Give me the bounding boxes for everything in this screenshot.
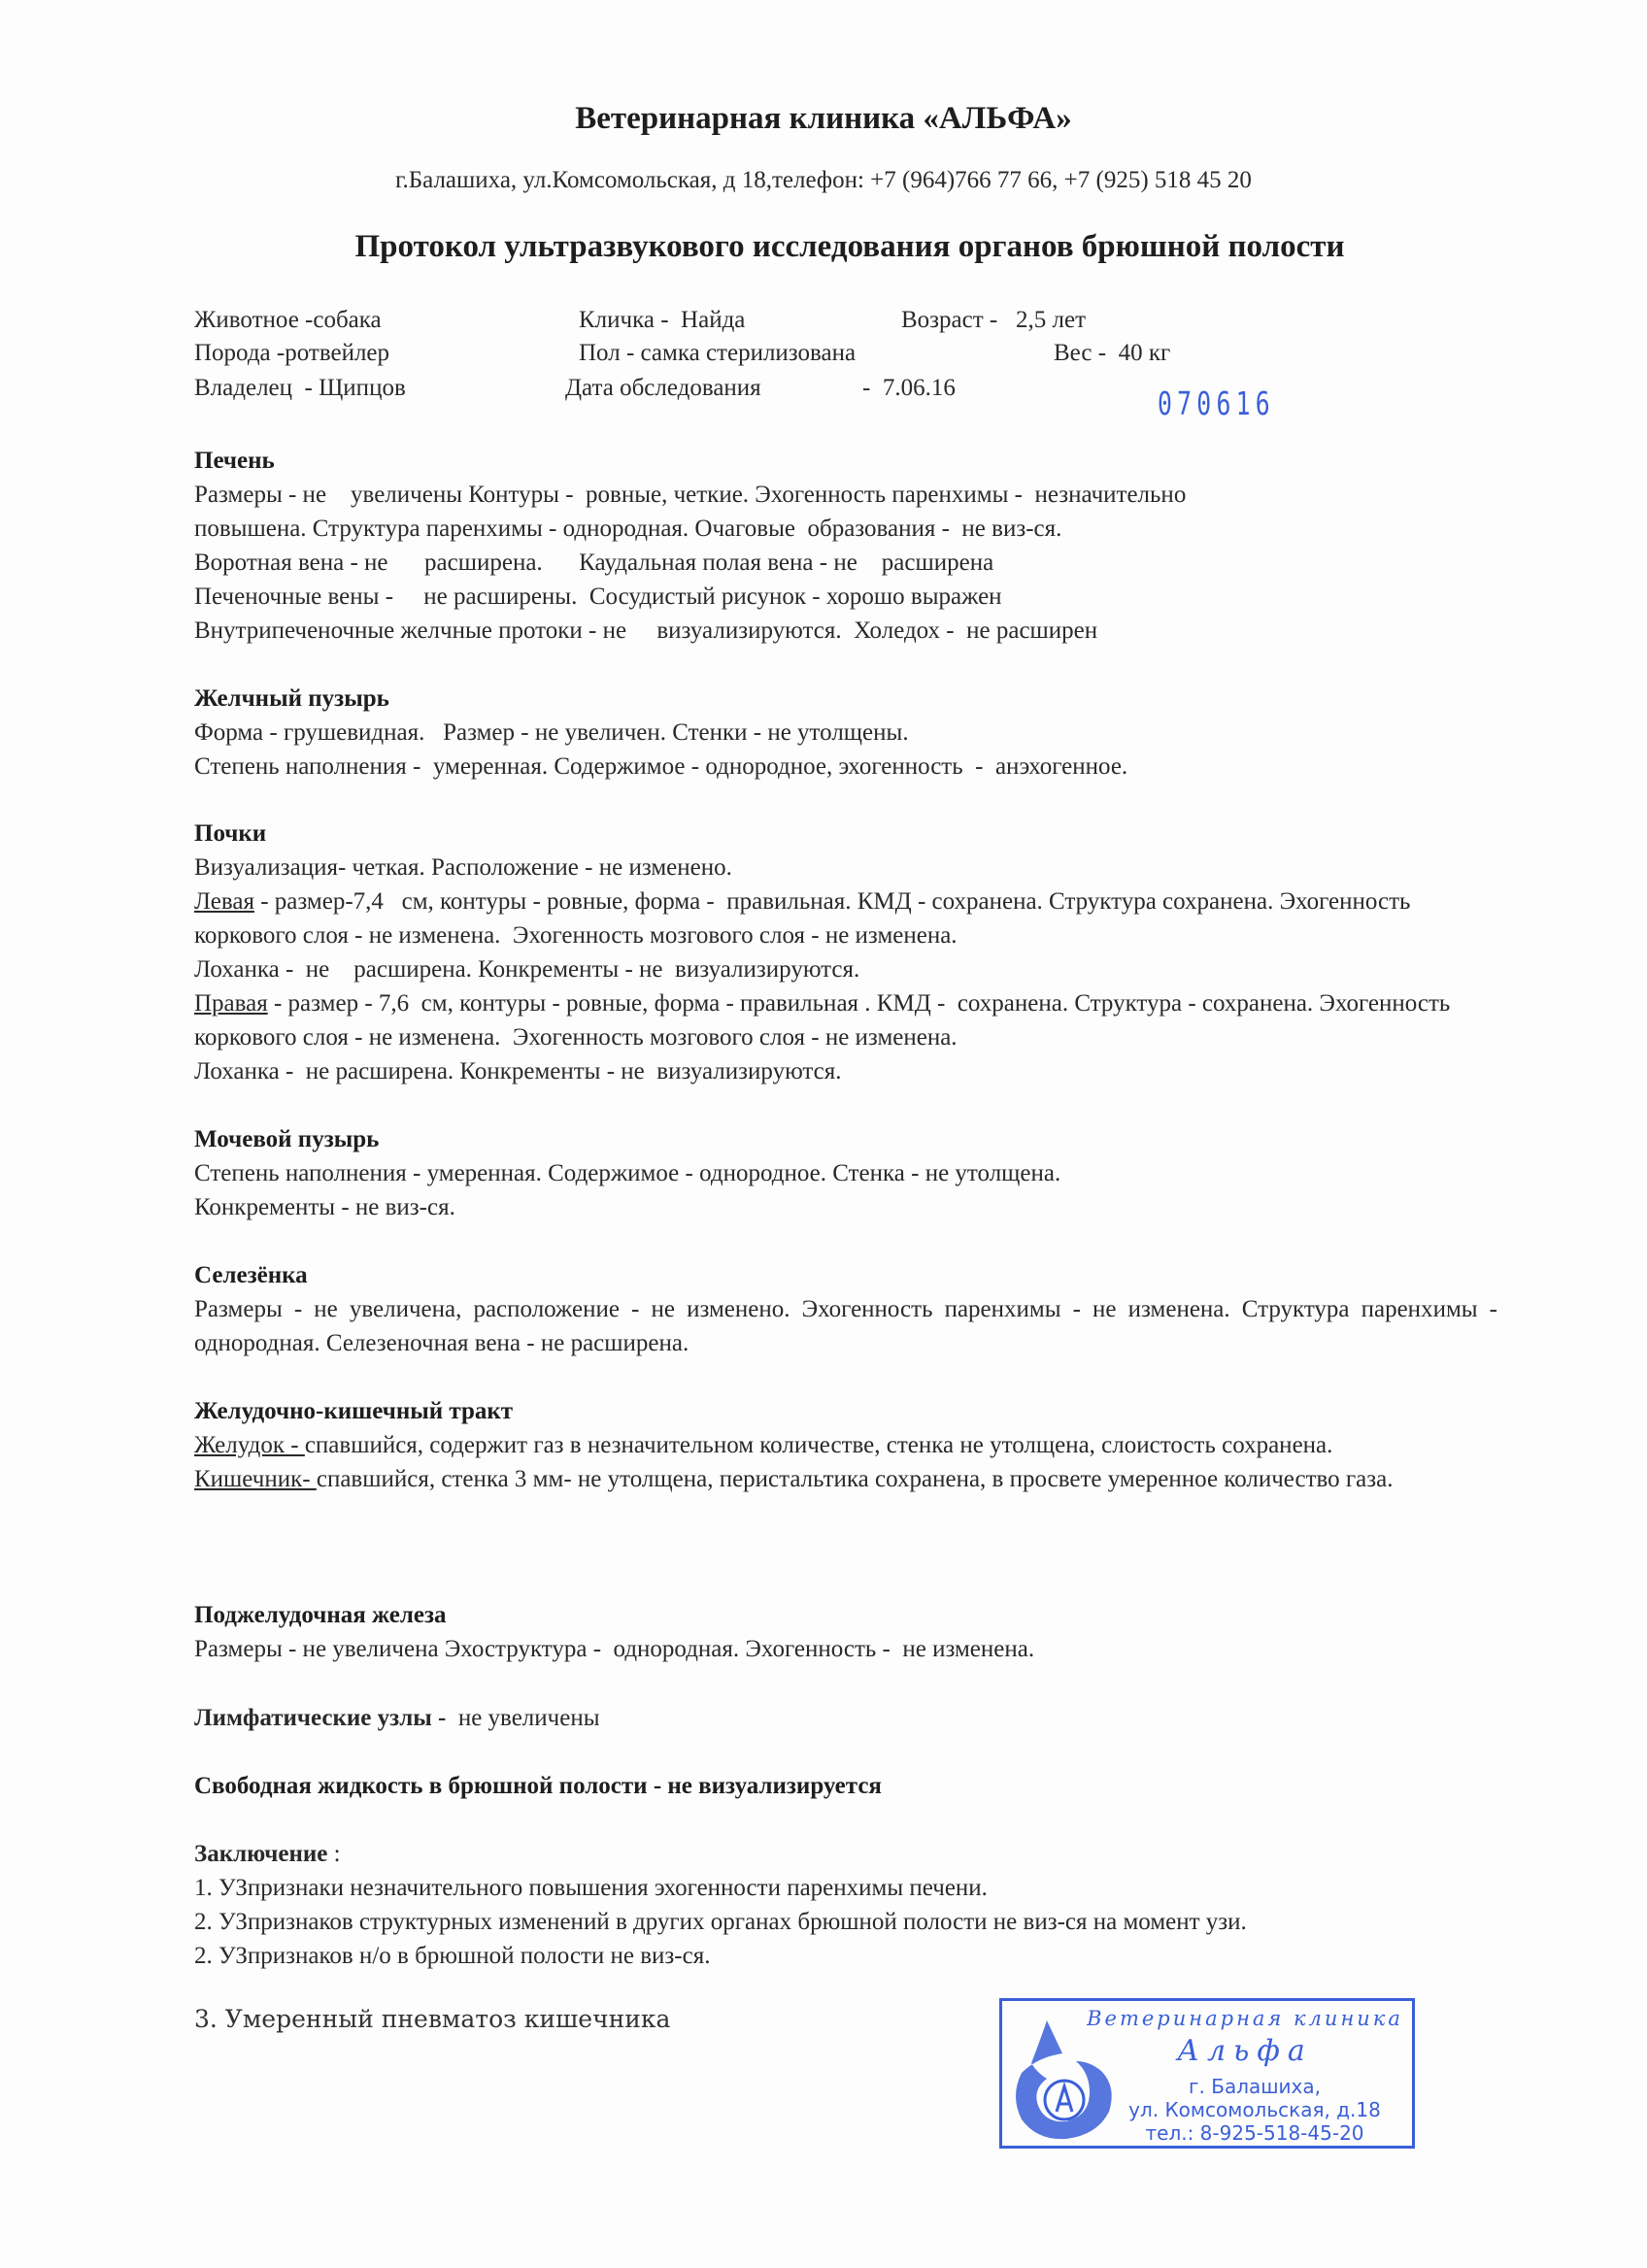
section-title: Желчный пузырь — [194, 685, 389, 712]
section-free-fluid — [194, 1769, 1505, 1803]
free-fluid-title: Свободная жидкость в брюшной полости - не визуализируется — [194, 1773, 882, 1799]
weight-field: Вес - 40 кг — [1054, 340, 1171, 366]
breed-field: Порода -ротвейлер — [194, 340, 390, 366]
conclusion-heading — [194, 1837, 1554, 1871]
conclusion-title: Заключение — [194, 1841, 328, 1867]
clinic-address: г.Балашиха, ул.Комсомольская, д 18,телефон: +7 (964)766 77 66, +7 (925) 518 45 20 — [395, 167, 1252, 193]
clinic-title: Ветеринарная клиника «АЛЬФА» — [575, 101, 1072, 136]
right-kidney-text: - размер - 7,6 см, контуры - ровные, форма - правильная . КМД - сохранена. Структура - сохранена. Эхогенность коркового слоя - не изменена. Эхогенность мозгового слоя - не изменена. — [194, 990, 1457, 1051]
date-stamp: 070616 — [1158, 384, 1275, 422]
lymph-nodes-text: не увеличены — [452, 1705, 600, 1731]
animal-field: Животное -собака — [194, 307, 382, 333]
stamp-line-street: ул. Комсомольская, д.18 — [1128, 2098, 1381, 2121]
section-gallbladder — [194, 682, 1505, 784]
section-title: Желудочно-кишечный тракт — [194, 1398, 514, 1424]
conclusion-item-extra: 3. Умеренный пневматоз кишечника — [194, 2005, 671, 2033]
stamp-line-clinic: Ветеринарная клиника — [1087, 2007, 1403, 2030]
clinic-stamp — [999, 1998, 1415, 2149]
lymph-nodes-line — [194, 1701, 1505, 1735]
section-line: Воротная вена - не расширена. Каудальная полая вена - не расширена — [194, 550, 994, 576]
conclusion-item: 2. УЗпризнаков структурных изменений в других органах брюшной полости не виз-ся на момент узи. — [194, 1909, 1247, 1935]
stomach — [194, 1428, 1486, 1462]
right-kidney-label: Правая — [194, 990, 268, 1017]
owner-field: Владелец - Щипцов — [194, 375, 406, 401]
section-bladder — [194, 1122, 1505, 1224]
left-kidney-label: Левая — [194, 888, 254, 915]
section-spleen — [194, 1258, 1497, 1360]
conclusion-title-suffix: : — [327, 1841, 341, 1867]
left-kidney-pelvis: Лоханка - не расширена. Конкременты - не визуализируются. — [194, 956, 860, 983]
intestine-label: Кишечник- — [194, 1466, 317, 1492]
right-kidney-pelvis: Лоханка - не расширена. Конкременты - не визуализируются. — [194, 1058, 842, 1084]
conclusion-item: 1. УЗпризнаки незначительного повышения эхогенности паренхимы печени. — [194, 1875, 988, 1901]
stamp-line-name: Альфа — [1177, 2034, 1313, 2068]
left-kidney-text: - размер-7,4 см, контуры - ровные, форма - правильная. КМД - сохранена. Структура сохранена. Эхогенность коркового слоя - не изменена. Эхогенность мозгового слоя - не изменена. — [194, 888, 1417, 949]
conclusion-item: 2. УЗпризнаков н/о в брюшной полости не виз-ся. — [194, 1943, 711, 1969]
section-gi-tract — [194, 1394, 1486, 1496]
section-title: Печень — [194, 448, 275, 474]
pancreas-text: Размеры - не увеличена Эхоструктура - однородная. Эхогенность - не изменена. — [194, 1636, 1035, 1662]
section-line: Степень наполнения - умеренная. Содержимое - однородное. Стенка - не утолщена. — [194, 1160, 1061, 1186]
stomach-text: спавшийся, содержит газ в незначительном количестве, стенка не утолщена, слоистость сохранена. — [304, 1432, 1333, 1458]
pet-name-field: Кличка - Найда — [579, 307, 746, 333]
exam-date-value: - 7.06.16 — [862, 375, 956, 401]
lymph-nodes-title: Лимфатические узлы - — [194, 1705, 453, 1731]
kidneys-intro: Визуализация- четкая. Расположение - не изменено. — [194, 854, 732, 881]
stamp-line-phone: тел.: 8-925-518-45-20 — [1145, 2121, 1364, 2145]
exam-date-label: Дата обследования — [565, 375, 761, 401]
section-line: Внутрипеченочные желчные протоки - не визуализируются. Холедох - не расширен — [194, 617, 1098, 644]
stomach-label: Желудок - — [194, 1432, 305, 1458]
intestine-text: спавшийся, стенка 3 мм- не утолщена, перистальтика сохранена, в просвете умеренное количество газа. — [316, 1466, 1394, 1492]
section-line: Конкременты - не виз-ся. — [194, 1194, 455, 1220]
section-line: Форма - грушевидная. Размер - не увеличен. Стенки - не утолщены. — [194, 719, 909, 746]
sex-field: Пол - самка стерилизована — [579, 340, 857, 366]
section-lymph-nodes — [194, 1701, 1505, 1735]
section-line: Печеночные вены - не расширены. Сосудистый рисунок - хорошо выражен — [194, 584, 1002, 610]
section-title: Почки — [194, 820, 267, 847]
section-conclusion — [194, 1837, 1554, 1973]
section-line: Размеры - не увеличены Контуры - ровные, четкие. Эхогенность паренхимы - незначительно — [194, 482, 1187, 508]
section-pancreas — [194, 1598, 1505, 1666]
spleen-text: Размеры - не увеличена, расположение - не изменено. Эхогенность паренхимы - не изменена. Структура паренхимы - однородная. Селезеночная вена - не расширена. — [194, 1296, 1497, 1356]
right-kidney — [194, 986, 1457, 1054]
protocol-title: Протокол ультразвукового исследования органов брюшной полости — [354, 229, 1345, 264]
intestine — [194, 1462, 1486, 1496]
section-kidneys — [194, 817, 1457, 1088]
stamp-line-city: г. Балашиха, — [1189, 2075, 1321, 2098]
section-title: Селезёнка — [194, 1262, 308, 1288]
section-title: Мочевой пузырь — [194, 1126, 380, 1152]
section-line: Степень наполнения - умеренная. Содержимое - однородное, эхогенность - анэхогенное. — [194, 753, 1128, 780]
left-kidney — [194, 884, 1457, 952]
section-line: повышена. Структура паренхимы - однородная. Очаговые образования - не виз-ся. — [194, 516, 1062, 542]
section-liver — [194, 444, 1505, 648]
section-title: Поджелудочная железа — [194, 1602, 447, 1628]
age-field: Возраст - 2,5 лет — [901, 307, 1086, 333]
